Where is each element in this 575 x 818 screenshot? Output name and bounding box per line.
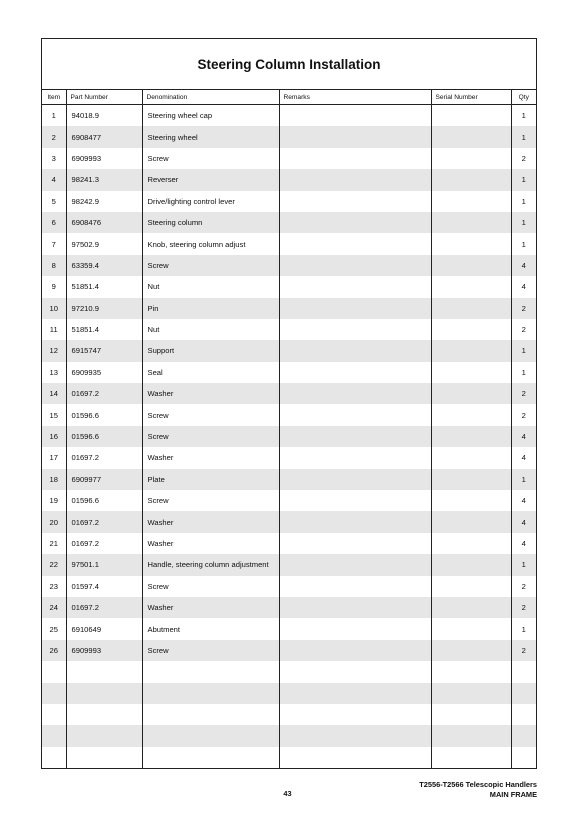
cell-qty: 2 <box>511 404 536 425</box>
cell-qty: 2 <box>511 576 536 597</box>
table-row <box>42 704 536 725</box>
cell-qty: 1 <box>511 191 536 212</box>
cell-qty: 1 <box>511 233 536 254</box>
table-row <box>42 319 536 340</box>
cell-item <box>42 661 66 682</box>
cell-item: 23 <box>49 581 58 591</box>
cell-qty: 4 <box>511 447 536 468</box>
cell-serial-number <box>431 383 511 404</box>
table-row <box>42 661 536 682</box>
cell-denomination: Screw <box>142 255 279 276</box>
cell-remarks <box>279 747 431 768</box>
cell-qty: 1 <box>511 340 536 361</box>
table-row <box>42 340 536 361</box>
cell-remarks <box>279 426 431 447</box>
table-row <box>42 426 536 447</box>
cell-serial-number <box>431 148 511 169</box>
cell-part-number: 6915747 <box>66 340 142 361</box>
cell-part-number: 01697.2 <box>66 511 142 532</box>
table-row <box>42 362 536 383</box>
cell-remarks <box>279 469 431 490</box>
cell-part-number: 6908477 <box>66 126 142 147</box>
cell-denomination: Handle, steering column adjustment <box>142 554 279 575</box>
cell-item: 26 <box>42 640 66 661</box>
cell-qty: 4 <box>511 276 536 297</box>
cell-denomination: Washer <box>142 447 279 468</box>
cell-serial-number <box>431 597 511 618</box>
cell-denomination: Nut <box>142 276 279 297</box>
cell-serial-number <box>431 362 511 383</box>
table-row <box>42 191 536 212</box>
column-header-denomination: Denomination <box>142 90 279 105</box>
cell-item: 20 <box>42 511 66 532</box>
cell-denomination: Screw <box>142 426 279 447</box>
cell-remarks <box>279 255 431 276</box>
table-row <box>42 126 536 147</box>
cell-remarks <box>279 298 431 319</box>
cell-qty: 1 <box>511 618 536 639</box>
column-header-part-number: Part Number <box>66 90 142 105</box>
table-row <box>42 404 536 425</box>
cell-serial-number <box>431 704 511 725</box>
cell-serial-number <box>431 276 511 297</box>
cell-part-number <box>66 683 142 704</box>
cell-item: 5 <box>51 196 56 206</box>
cell-remarks <box>279 319 431 340</box>
cell-denomination: Knob, steering column adjust <box>142 233 279 254</box>
table-row <box>42 725 536 746</box>
table-row <box>42 469 536 490</box>
cell-part-number: 6909935 <box>66 362 142 383</box>
cell-serial-number <box>431 576 511 597</box>
cell-serial-number <box>431 554 511 575</box>
cell-denomination: Screw <box>142 404 279 425</box>
table-row <box>42 683 536 704</box>
cell-serial-number <box>431 233 511 254</box>
cell-remarks <box>279 704 431 725</box>
cell-serial-number <box>431 340 511 361</box>
cell-part-number: 01596.6 <box>66 490 142 511</box>
cell-denomination: Steering wheel <box>142 126 279 147</box>
cell-serial-number <box>431 447 511 468</box>
cell-part-number: 01697.2 <box>66 597 142 618</box>
cell-denomination: Screw <box>142 640 279 661</box>
cell-item: 10 <box>42 298 66 319</box>
cell-qty: 4 <box>511 490 536 511</box>
cell-qty: 1 <box>511 169 536 190</box>
cell-remarks <box>279 362 431 383</box>
cell-item: 22 <box>42 554 66 575</box>
cell-item: 11 <box>49 325 58 335</box>
cell-item: 21 <box>49 539 58 548</box>
table-row <box>42 298 536 319</box>
cell-part-number <box>66 725 142 746</box>
cell-remarks <box>279 661 431 682</box>
cell-qty: 2 <box>511 383 536 404</box>
cell-remarks <box>279 447 431 468</box>
cell-serial-number <box>431 661 511 682</box>
cell-denomination: Screw <box>142 576 279 597</box>
cell-item: 1 <box>51 111 56 121</box>
cell-part-number: 51851.4 <box>66 276 142 297</box>
cell-denomination: Screw <box>142 490 279 511</box>
cell-qty: 1 <box>511 126 536 147</box>
cell-item: 12 <box>42 340 66 361</box>
cell-item: 17 <box>49 453 58 463</box>
cell-serial-number <box>431 191 511 212</box>
column-header-remarks: Remarks <box>279 90 431 105</box>
cell-serial-number <box>431 105 511 127</box>
table-row <box>42 255 536 276</box>
cell-remarks <box>279 148 431 169</box>
cell-part-number: 6908476 <box>66 212 142 233</box>
cell-part-number: 01596.6 <box>66 426 142 447</box>
cell-denomination: Seal <box>142 362 279 383</box>
cell-item: 2 <box>42 126 66 147</box>
cell-serial-number <box>431 426 511 447</box>
cell-serial-number <box>431 126 511 147</box>
cell-denomination <box>142 747 279 768</box>
cell-part-number: 97502.9 <box>66 233 142 254</box>
cell-remarks <box>279 683 431 704</box>
column-header-serial-number: Serial Number <box>431 90 511 105</box>
page-number: 43 <box>283 789 292 798</box>
footer-product: T2556-T2566 Telescopic Handlers <box>419 780 537 789</box>
cell-item: 9 <box>51 282 56 292</box>
cell-item: 8 <box>42 255 66 276</box>
cell-denomination: Support <box>142 340 279 361</box>
cell-denomination: Abutment <box>142 618 279 639</box>
cell-qty: 4 <box>511 511 536 532</box>
cell-serial-number <box>431 533 511 554</box>
cell-serial-number <box>431 640 511 661</box>
cell-qty <box>511 683 536 704</box>
cell-qty: 1 <box>511 362 536 383</box>
cell-qty: 2 <box>511 640 536 661</box>
cell-qty: 1 <box>511 212 536 233</box>
cell-item: 16 <box>42 426 66 447</box>
cell-remarks <box>279 191 431 212</box>
cell-remarks <box>279 511 431 532</box>
cell-qty: 1 <box>511 105 536 127</box>
cell-part-number: 01697.2 <box>66 447 142 468</box>
cell-qty: 2 <box>511 298 536 319</box>
cell-serial-number <box>431 319 511 340</box>
table-row <box>42 383 536 404</box>
cell-part-number <box>66 704 142 725</box>
table-row <box>42 597 536 618</box>
cell-item <box>42 683 66 704</box>
cell-serial-number <box>431 511 511 532</box>
cell-part-number: 01597.4 <box>66 576 142 597</box>
cell-denomination <box>142 661 279 682</box>
cell-denomination <box>142 683 279 704</box>
cell-item: 6 <box>42 212 66 233</box>
table-row <box>42 490 536 511</box>
footer-section: MAIN FRAME <box>489 790 537 799</box>
table-row <box>42 105 536 127</box>
cell-denomination: Screw <box>142 148 279 169</box>
cell-item: 13 <box>49 367 58 377</box>
column-header-qty: Qty <box>511 90 536 105</box>
cell-serial-number <box>431 469 511 490</box>
cell-qty: 4 <box>511 533 536 554</box>
cell-item: 7 <box>51 239 56 249</box>
cell-serial-number <box>431 683 511 704</box>
cell-part-number: 94018.9 <box>66 105 142 127</box>
cell-part-number: 01697.2 <box>66 383 142 404</box>
cell-part-number: 01697.2 <box>66 533 142 554</box>
cell-remarks <box>279 340 431 361</box>
cell-denomination: Steering wheel cap <box>142 105 279 127</box>
cell-denomination <box>142 704 279 725</box>
cell-denomination: Drive/lighting control lever <box>142 191 279 212</box>
table-row <box>42 212 536 233</box>
cell-denomination: Washer <box>142 597 279 618</box>
table-row <box>42 554 536 575</box>
page-title: Steering Column Installation <box>42 39 536 90</box>
cell-part-number: 01596.6 <box>66 404 142 425</box>
cell-remarks <box>279 212 431 233</box>
cell-part-number: 51851.4 <box>66 319 142 340</box>
cell-serial-number <box>431 725 511 746</box>
table-row <box>42 511 536 532</box>
table-row <box>42 447 536 468</box>
cell-denomination: Steering column <box>142 212 279 233</box>
cell-serial-number <box>431 490 511 511</box>
cell-denomination: Washer <box>142 511 279 532</box>
cell-denomination <box>142 725 279 746</box>
cell-remarks <box>279 276 431 297</box>
cell-item: 18 <box>42 469 66 490</box>
cell-part-number: 63359.4 <box>66 255 142 276</box>
cell-serial-number <box>431 298 511 319</box>
cell-denomination: Plate <box>142 469 279 490</box>
cell-qty: 2 <box>511 148 536 169</box>
cell-part-number <box>66 661 142 682</box>
cell-remarks <box>279 169 431 190</box>
table-row <box>42 747 536 768</box>
cell-remarks <box>279 725 431 746</box>
cell-part-number: 6909993 <box>66 148 142 169</box>
cell-qty <box>511 747 536 768</box>
cell-qty: 2 <box>511 319 536 340</box>
table-row <box>42 276 536 297</box>
cell-serial-number <box>431 747 511 768</box>
parts-list-frame <box>41 38 537 769</box>
cell-serial-number <box>431 255 511 276</box>
table-row <box>42 148 536 169</box>
cell-remarks <box>279 597 431 618</box>
table-row <box>42 533 536 554</box>
table-row <box>42 169 536 190</box>
cell-serial-number <box>431 618 511 639</box>
cell-serial-number <box>431 212 511 233</box>
cell-remarks <box>279 490 431 511</box>
cell-item: 15 <box>49 410 58 420</box>
cell-denomination: Washer <box>142 533 279 554</box>
cell-qty: 1 <box>511 554 536 575</box>
cell-part-number: 98242.9 <box>66 191 142 212</box>
cell-serial-number <box>431 404 511 425</box>
cell-item <box>42 747 66 768</box>
cell-remarks <box>279 404 431 425</box>
cell-remarks <box>279 618 431 639</box>
cell-remarks <box>279 554 431 575</box>
cell-part-number: 6909993 <box>66 640 142 661</box>
cell-remarks <box>279 233 431 254</box>
column-header-item: Item <box>42 90 66 105</box>
table-row <box>42 233 536 254</box>
cell-part-number <box>66 747 142 768</box>
cell-part-number: 6909977 <box>66 469 142 490</box>
parts-table <box>42 90 536 768</box>
table-header-row <box>42 90 536 105</box>
cell-denomination: Pin <box>142 298 279 319</box>
cell-item: 25 <box>49 624 58 634</box>
table-row <box>42 640 536 661</box>
cell-part-number: 97210.9 <box>66 298 142 319</box>
cell-item: 19 <box>49 496 58 506</box>
cell-remarks <box>279 383 431 404</box>
cell-denomination: Reverser <box>142 169 279 190</box>
cell-item: 14 <box>42 383 66 404</box>
cell-item <box>42 704 66 725</box>
cell-denomination: Washer <box>142 383 279 404</box>
cell-qty: 2 <box>511 597 536 618</box>
cell-qty: 4 <box>511 426 536 447</box>
cell-remarks <box>279 576 431 597</box>
cell-qty <box>511 725 536 746</box>
cell-remarks <box>279 533 431 554</box>
cell-remarks <box>279 126 431 147</box>
cell-qty: 4 <box>511 255 536 276</box>
cell-denomination: Nut <box>142 319 279 340</box>
cell-part-number: 98241.3 <box>66 169 142 190</box>
cell-part-number: 97501.1 <box>66 554 142 575</box>
cell-remarks <box>279 640 431 661</box>
cell-qty: 1 <box>511 469 536 490</box>
cell-remarks <box>279 105 431 127</box>
cell-serial-number <box>431 169 511 190</box>
cell-item: 4 <box>42 169 66 190</box>
cell-qty <box>511 661 536 682</box>
cell-item: 24 <box>42 597 66 618</box>
cell-qty <box>511 704 536 725</box>
table-row <box>42 618 536 639</box>
table-row <box>42 576 536 597</box>
cell-item: 3 <box>51 153 56 163</box>
cell-item <box>42 725 66 746</box>
cell-part-number: 6910649 <box>66 618 142 639</box>
